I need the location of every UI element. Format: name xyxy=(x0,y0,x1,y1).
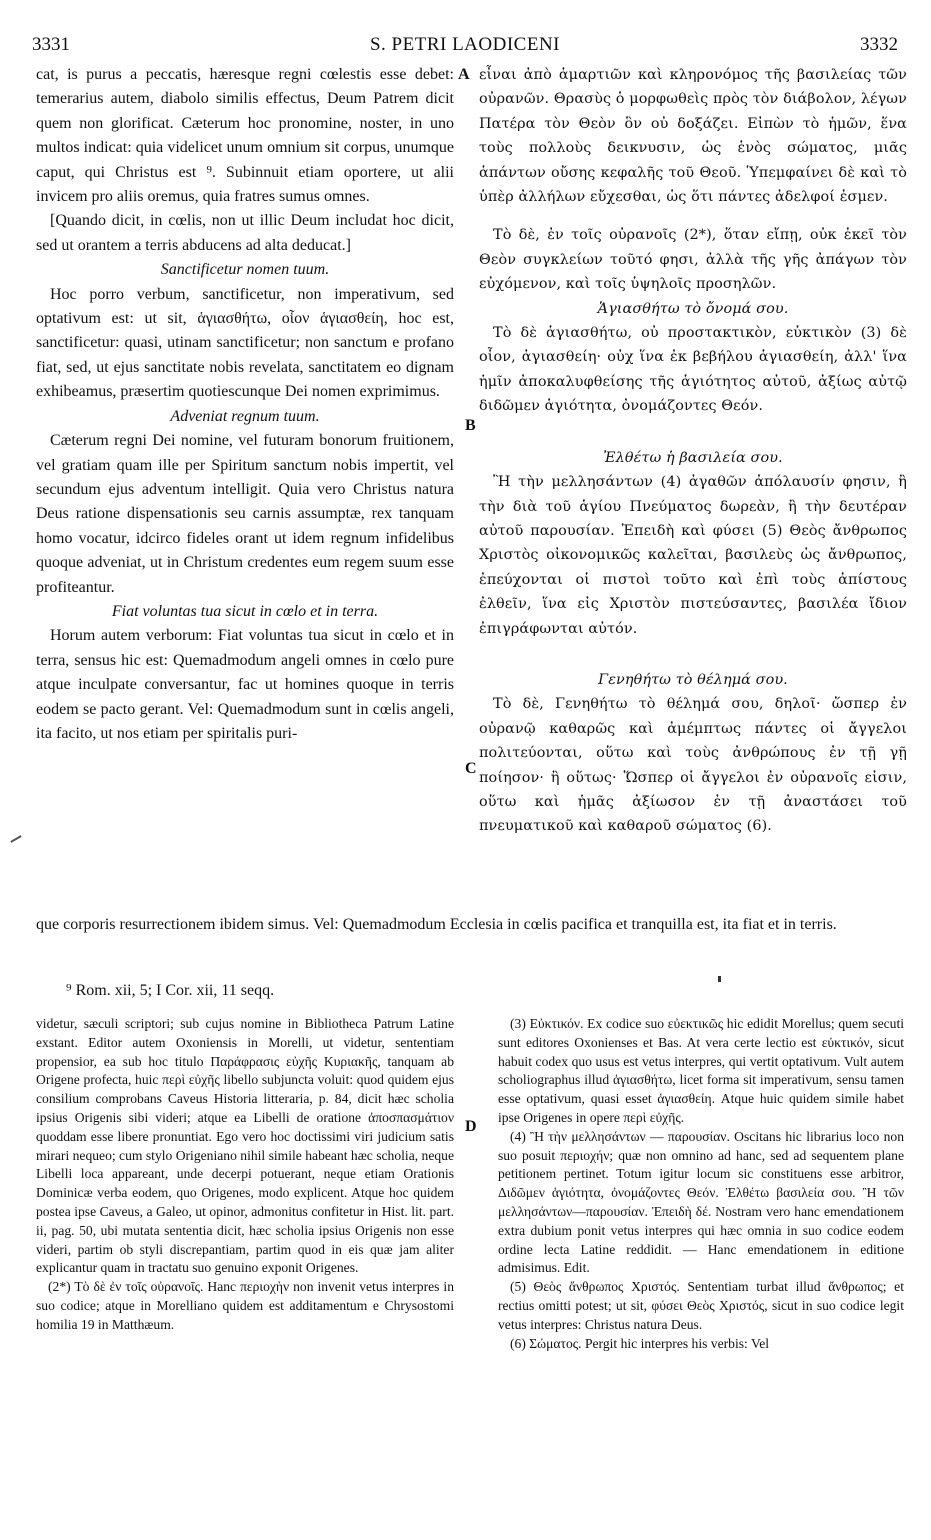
right-page-number: 3332 xyxy=(860,34,898,55)
latin-continuation: que corporis resurrectionem ibidem simus. Vel: Quemadmodum Ecclesia in cœlis pacifica et tranquilla est, ita fiat et in terris. xyxy=(36,916,837,933)
latin-paragraph: Horum autem verborum: Fiat voluntas tua sicut in cœlo et in terra, sensus hic est: Quemadmodum angeli omnes in cœlo pure atque inculpate conversantur, fac ut homines quoque in terris eodem se pacto gerant. Vel: Quemadmodum sunt in cœlis angeli, ita facito, ut nos etiam per spiritalis puri- xyxy=(36,627,454,742)
latin-paragraph: Hoc porro verbum, sanctificetur, non imperativum, sed optativum est: ut sit, ἁγιασθήτω, οἷον ἁγιασθείη, hoc est, sanctificetur: quasi, utinam sanctificetur; non sanctum e profano fiat, sed, ut ejus sanctitate nobis revelata, sanctitatem eo dignam exhibeamus, præsertim quotiescunque Dei nomen exprimimus. xyxy=(36,285,454,401)
greek-paragraph: Τὸ δὲ, ἐν τοῖς οὐρανοῖς (2*), ὅταν εἴπῃ, οὐκ ἐκεῖ τὸν Θεὸν συγκλείων τοῦτό φησι, ἀλλὰ τῆς γῆς ἀπάγων τὸν εὐχόμενον, καὶ τοῖς ὑψηλοῖς προσηλῶν. xyxy=(479,227,907,293)
latin-paragraph: cat, is purus a peccatis, hæresque regni cœlestis esse debet: temerarius autem, diabolo similis effectus, Deum Patrem dicit quem non glorificat. Cæterum hoc pronomine, noster, in uno multos indicat: quia videlicet unum omnium sit corpus, unumque caput, qui Christus est ⁹. Subinnuit etiam oportere, ut alii invicem pro aliis oremus, quia fratres sumus omnes. xyxy=(36,66,454,206)
greek-paragraph: Τὸ δὲ ἁγιασθήτω, οὐ προστακτικὸν, εὐκτικὸν (3) δὲ οἷον, ἁγιασθείη· οὐχ ἵνα ἐκ βεβήλου ἁγιασθείη, ἀλλ' ἵνα ἡμῖν ἀποκαλυφθείσης τῆς ἁγιότητος αὐτοῦ, ἀξίως αὐτῷ διδῶμεν ἁγιότητα, ὀνομάζοντες Θεόν. xyxy=(479,325,907,415)
note-paragraph: (4) Ἢ τὴν μελλησάντων — παρουσίαν. Oscitans hic librarius loco non suo posuit περιοχήν; quæ non omnino ad hanc, sed ad sequentem plane petitionem pertinet. Totum igitur locum sic constituens esse arbitror, Διδῶμεν ἁγιότητα, ὀνομάζοντες Θεόν. Ἐλθέτω βασιλεία σου. Ἢ τῶν μελλησάντων—παρουσίαν. Ἐπειδὴ δέ. Nostram vero hanc emendationem extra dubium ponit vetus interpres qui hæc omnia in suo codice eodem ordine lecta Latine reddidit. — Hanc emendationem in editione admisimus. Edit. xyxy=(498,1128,904,1276)
margin-letter-b: B xyxy=(465,417,476,434)
greek-paragraph: εἶναι ἀπὸ ἁμαρτιῶν καὶ κληρονόμος τῆς βασιλείας τῶν οὐρανῶν. Θρασὺς ὁ μορφωθεὶς πρὸς τὸν διάβολον, λέγων Πατέρα τὸν Θεὸν ὃν οὐ δοξάζει. Εἰπὼν τὸ ἡμῶν, ἕνα τοὺς πολλοὺς δεικνυσιν, ὡς ἑνὸς σώματος, μιᾶς ἁπάντων οὔσης κεφαλῆς τοῦ Θεοῦ. Ὑπεμφαίνει δὲ καὶ τὸ ὑπὲρ ἀλλήλων εὔχεσθαι, ὡς ὅτι πάντες ἀδελφοί ἐσμεν. xyxy=(479,67,907,206)
greek-heading: Ἐλθέτω ἡ βασιλεία σου. xyxy=(603,449,783,466)
margin-letter-d: D xyxy=(465,1118,477,1135)
page-header xyxy=(32,34,898,60)
margin-mark xyxy=(10,835,21,843)
left-page-number: 3331 xyxy=(32,34,70,55)
margin-letter-c: C xyxy=(465,760,477,777)
latin-paragraph: [Quando dicit, in cœlis, non ut illic Deum includat hoc dicit, sed ut orantem a terris abducens ad alta deducat.] xyxy=(36,212,454,254)
margin-mark xyxy=(718,976,721,982)
notes-left-column xyxy=(36,1015,454,1335)
note-paragraph: (5) Θεὸς ἄνθρωπος Χριστός. Sententiam turbat illud ἄνθρωπος; et rectius omitti potest; ut sit, φύσει Θεὸς Χριστός, sicut in suo codice legit vetus interpres: Christus natura Deus. xyxy=(498,1279,904,1332)
notes-right-column xyxy=(498,1015,904,1353)
greek-column xyxy=(479,63,907,839)
latin-paragraph: Cæterum regni Dei nomine, vel futuram bonorum fruitionem, vel gratiam quam ille per Spiritum sanctum nobis impertit, vel secundum ejus adventum intelligit. Quia vero Christus natura Deus ratione dispensationis seu carnis assumptæ, rex tanquam homo vocatur, idcirco fideles orant ut idem regnum infidelibus quoque adveniat, ut in Christum credentes eum regem suum esse profiteantur. xyxy=(36,432,454,596)
full-width-line xyxy=(36,913,908,937)
greek-heading: Ἁγιασθήτω τὸ ὄνομά σου. xyxy=(597,300,789,317)
greek-paragraph: Τὸ δὲ, Γενηθήτω τὸ θέλημά σου, δηλοῖ· ὥσπερ ἐν οὐρανῷ καθαρῶς καὶ ἀμέμπτως πάντες οἱ ἄγγελοι πολιτεύονται, οὕτω καὶ τοὺς ἀνθρώπους ἐν τῇ γῇ ποίησον· ἢ οὕτως· Ὥσπερ οἱ ἄγγελοι ἐν οὐρανοῖς εἰσιν, οὕτω καὶ ἡμᾶς ἀξίωσον ἐν τῇ ἀναστάσει τοῦ πνευματικοῦ καὶ καθαροῦ σώματος (6). xyxy=(479,696,907,835)
latin-column xyxy=(36,63,454,746)
greek-paragraph: Ἢ τὴν μελλησάντων (4) ἀγαθῶν ἀπόλαυσίν φησιν, ἢ τὴν διὰ τοῦ ἁγίου Πνεύματος δωρεὰν, ἢ τὴν δευτέραν αὐτοῦ παρουσίαν. Ἐπειδὴ καὶ φύσει (5) Θεὸς ἄνθρωπος Χριστὸς οἰκονομικῶς καλεῖται, βασιλεὺς ὡς ἄνθρωπος, ἐπεύχονται οἱ πιστοὶ τοῦτο καὶ ἐπὶ τοὺς ἀπίστους ἐλθεῖν, ἵνα εἰς Χριστὸν πιστεύσαντες, βασιλέα ἴδιον ἐπιγράφωνται αὐτόν. xyxy=(479,474,907,637)
footnote-reference: ⁹ Rom. xii, 5; I Cor. xii, 11 seqq. xyxy=(66,982,275,999)
latin-heading: Sanctificetur nomen tuum. xyxy=(160,261,330,279)
latin-heading: Adveniat regnum tuum. xyxy=(170,407,320,425)
greek-heading: Γενηθήτω τὸ θέλημά σου. xyxy=(598,671,788,688)
margin-letter-a: A xyxy=(458,66,470,83)
note-paragraph: (6) Σώματος. Pergit hic interpres his verbis: Vel xyxy=(510,1335,770,1351)
note-paragraph: (3) Εὐκτικόν. Ex codice suo εὐεκτικῶς hic edidit Morellus; quem secuti sunt editores Oxonienses et Bas. At vera certe lectio est εὐκτικόν, sicut habuit codex quo usus est vetus interpres, qui vertit optativum. Vult autem scholiographus illud ἁγιασθήτω, licet forma sit imperativum, sensu tamen esse optativum, quasi esset ἁγιασθείη. Atque huic quidem simile habet ipse Origenes in opere περὶ εὐχῆς. xyxy=(498,1016,904,1125)
note-paragraph: (2*) Τὸ δὲ ἐν τοῖς οὐρανοῖς. Hanc περιοχὴν non invenit vetus interpres in suo codice; atque in Morelliano quidem est additamentum e Chrysostomi homilia 19 in Matthæum. xyxy=(36,1279,454,1332)
page-title: S. PETRI LAODICENI xyxy=(369,34,561,55)
note-paragraph: videtur, sæculi scriptori; sub cujus nomine in Bibliotheca Patrum Latine exstant. Editor autem Oxoniensis in Morelli, ut videtur, sententiam propensior, ea sub hoc titulo Παράφρασις εὐχῆς Κυριακῆς, tanquam ab Origene profecta, huic περὶ εὐχῆς libello subjuncta voluit: quod quidem ejus consilium comprobans Caveus Historia litteraria, p. 84, dicit hæc scholia ipsius Origenis sibi videri; atque ea Libelli de oratione ἀποσπασμάτιον quoddam esse libere pronuntiat. Ego vero hoc doctissimi viri judicium satis mirari nequeo; cum stylo Origeniano nihil simile habeant hæc scholia, neque Libelli loca appareant, unde decerpi potuerant, neque etiam Orationis Dominicæ verba eodem, quo Origenes, modo explicent. Atque hoc quidem postea ipse Caveus, a Galeo, ut opinor, admonitus confitetur in Hist. lit. part. ii, pag. 50, ubi mutata sententia dicit, hæc scholia ipsius Origenis non esse videri, partim ob styli discrepantiam, partim quod in eis quæ jam aliter explicantur quam in tractatu suo genuino exponit Origenes. xyxy=(36,1016,454,1276)
latin-heading: Fiat voluntas tua sicut in cœlo et in terra. xyxy=(111,602,379,620)
